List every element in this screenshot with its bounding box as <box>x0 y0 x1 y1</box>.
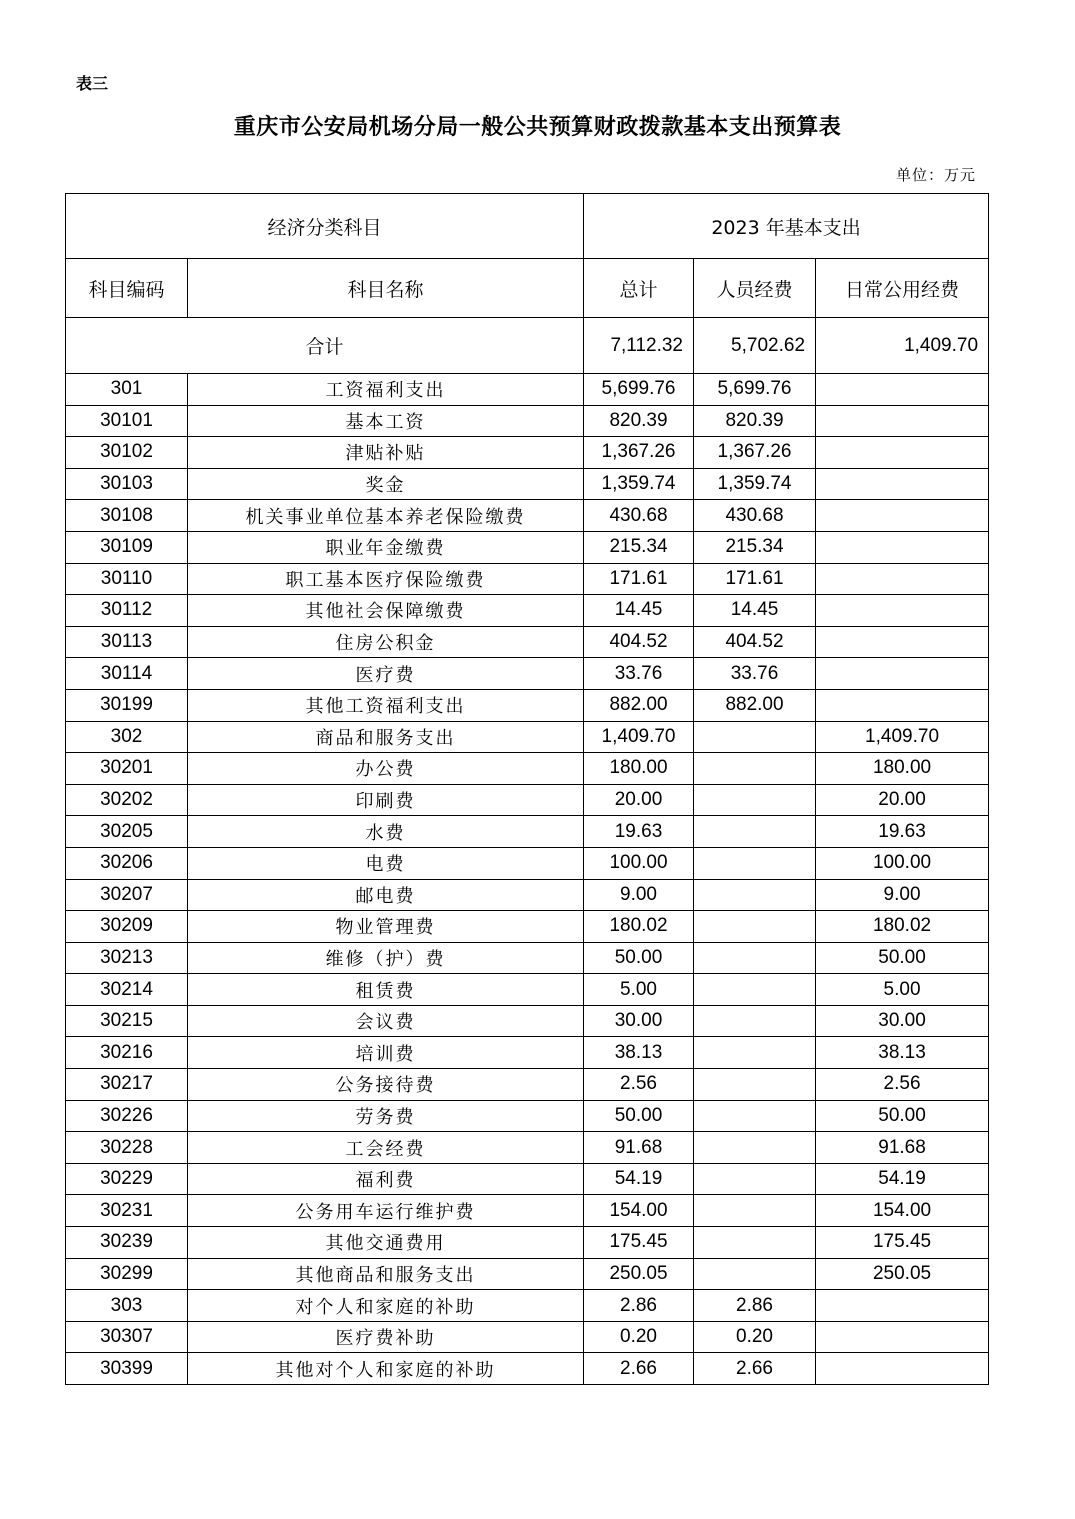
cell-total: 54.19 <box>584 1163 694 1195</box>
cell-name: 工资福利支出 <box>188 374 584 406</box>
cell-name: 劳务费 <box>188 1100 584 1132</box>
cell-total: 20.00 <box>584 784 694 816</box>
cell-name: 福利费 <box>188 1163 584 1195</box>
cell-name: 医疗费补助 <box>188 1321 584 1353</box>
cell-personnel <box>694 1132 816 1164</box>
cell-personnel: 820.39 <box>694 405 816 437</box>
cell-code: 30101 <box>66 405 188 437</box>
table-row <box>66 911 989 943</box>
cell-total: 882.00 <box>584 689 694 721</box>
cell-personnel <box>694 911 816 943</box>
total-value: 7,112.32 <box>584 318 694 374</box>
cell-total: 404.52 <box>584 626 694 658</box>
cell-public: 100.00 <box>816 847 989 879</box>
cell-name: 其他工资福利支出 <box>188 689 584 721</box>
cell-total: 5,699.76 <box>584 374 694 406</box>
table-row <box>66 1069 989 1101</box>
cell-name: 对个人和家庭的补助 <box>188 1290 584 1322</box>
total-row <box>66 318 989 374</box>
cell-code: 302 <box>66 721 188 753</box>
cell-personnel <box>694 1227 816 1259</box>
header-total: 总计 <box>584 259 694 318</box>
cell-name: 公务接待费 <box>188 1069 584 1101</box>
cell-total: 171.61 <box>584 563 694 595</box>
cell-code: 30399 <box>66 1353 188 1385</box>
cell-personnel <box>694 974 816 1006</box>
table-row <box>66 658 989 690</box>
cell-personnel: 2.86 <box>694 1290 816 1322</box>
cell-name: 邮电费 <box>188 879 584 911</box>
cell-personnel <box>694 1258 816 1290</box>
cell-personnel <box>694 942 816 974</box>
cell-total: 2.66 <box>584 1353 694 1385</box>
cell-public <box>816 1290 989 1322</box>
cell-public <box>816 531 989 563</box>
table-row <box>66 531 989 563</box>
cell-personnel: 1,359.74 <box>694 468 816 500</box>
cell-total: 91.68 <box>584 1132 694 1164</box>
cell-public <box>816 374 989 406</box>
table-row <box>66 437 989 469</box>
cell-name: 其他社会保障缴费 <box>188 595 584 627</box>
table-row <box>66 1005 989 1037</box>
cell-public <box>816 468 989 500</box>
cell-public: 30.00 <box>816 1005 989 1037</box>
cell-name: 医疗费 <box>188 658 584 690</box>
cell-name: 会议费 <box>188 1005 584 1037</box>
cell-public <box>816 1353 989 1385</box>
cell-total: 5.00 <box>584 974 694 1006</box>
cell-public <box>816 437 989 469</box>
cell-code: 30231 <box>66 1195 188 1227</box>
cell-code: 30209 <box>66 911 188 943</box>
cell-name: 其他交通费用 <box>188 1227 584 1259</box>
cell-code: 303 <box>66 1290 188 1322</box>
cell-public <box>816 1321 989 1353</box>
cell-name: 职工基本医疗保险缴费 <box>188 563 584 595</box>
cell-public: 180.00 <box>816 753 989 785</box>
header-personnel: 人员经费 <box>694 259 816 318</box>
cell-total: 1,359.74 <box>584 468 694 500</box>
cell-personnel <box>694 784 816 816</box>
cell-code: 30229 <box>66 1163 188 1195</box>
cell-personnel <box>694 816 816 848</box>
cell-public: 2.56 <box>816 1069 989 1101</box>
cell-personnel: 404.52 <box>694 626 816 658</box>
cell-total: 50.00 <box>584 942 694 974</box>
budget-table <box>65 193 989 1385</box>
cell-name: 基本工资 <box>188 405 584 437</box>
cell-name: 机关事业单位基本养老保险缴费 <box>188 500 584 532</box>
table-row <box>66 1227 989 1259</box>
cell-name: 培训费 <box>188 1037 584 1069</box>
cell-personnel: 430.68 <box>694 500 816 532</box>
cell-name: 印刷费 <box>188 784 584 816</box>
cell-code: 30112 <box>66 595 188 627</box>
cell-personnel <box>694 1005 816 1037</box>
cell-name: 其他商品和服务支出 <box>188 1258 584 1290</box>
cell-personnel <box>694 753 816 785</box>
table-row <box>66 1037 989 1069</box>
cell-code: 30113 <box>66 626 188 658</box>
cell-total: 50.00 <box>584 1100 694 1132</box>
cell-code: 30307 <box>66 1321 188 1353</box>
cell-personnel: 0.20 <box>694 1321 816 1353</box>
table-row <box>66 816 989 848</box>
page-title: 重庆市公安局机场分局一般公共预算财政拨款基本支出预算表 <box>233 114 842 140</box>
cell-personnel: 171.61 <box>694 563 816 595</box>
cell-code: 30102 <box>66 437 188 469</box>
cell-code: 30239 <box>66 1227 188 1259</box>
cell-code: 30109 <box>66 531 188 563</box>
header-year-group: 2023 年基本支出 <box>584 194 989 259</box>
cell-code: 30206 <box>66 847 188 879</box>
cell-total: 820.39 <box>584 405 694 437</box>
cell-code: 30228 <box>66 1132 188 1164</box>
cell-public: 54.19 <box>816 1163 989 1195</box>
cell-total: 250.05 <box>584 1258 694 1290</box>
cell-public: 9.00 <box>816 879 989 911</box>
cell-code: 30205 <box>66 816 188 848</box>
cell-name: 租赁费 <box>188 974 584 1006</box>
cell-code: 30216 <box>66 1037 188 1069</box>
table-row <box>66 879 989 911</box>
total-label: 合计 <box>66 318 584 374</box>
cell-total: 1,367.26 <box>584 437 694 469</box>
cell-name: 维修（护）费 <box>188 942 584 974</box>
cell-public: 50.00 <box>816 942 989 974</box>
cell-code: 30207 <box>66 879 188 911</box>
cell-personnel: 5,699.76 <box>694 374 816 406</box>
table-row <box>66 1163 989 1195</box>
table-label: 表三 <box>76 74 109 93</box>
cell-code: 30199 <box>66 689 188 721</box>
cell-name: 办公费 <box>188 753 584 785</box>
cell-total: 38.13 <box>584 1037 694 1069</box>
cell-total: 14.45 <box>584 595 694 627</box>
table-row <box>66 563 989 595</box>
header-econ-class: 经济分类科目 <box>66 194 584 259</box>
cell-public <box>816 595 989 627</box>
table-row <box>66 405 989 437</box>
header-public: 日常公用经费 <box>816 259 989 318</box>
cell-public: 175.45 <box>816 1227 989 1259</box>
cell-public: 50.00 <box>816 1100 989 1132</box>
header-name: 科目名称 <box>188 259 584 318</box>
cell-total: 9.00 <box>584 879 694 911</box>
total-public: 1,409.70 <box>816 318 989 374</box>
cell-name: 住房公积金 <box>188 626 584 658</box>
cell-public: 38.13 <box>816 1037 989 1069</box>
cell-name: 物业管理费 <box>188 911 584 943</box>
cell-total: 19.63 <box>584 816 694 848</box>
table-row <box>66 974 989 1006</box>
unit-note: 单位：万元 <box>895 166 976 184</box>
cell-code: 30110 <box>66 563 188 595</box>
cell-name: 水费 <box>188 816 584 848</box>
cell-personnel <box>694 1195 816 1227</box>
cell-name: 商品和服务支出 <box>188 721 584 753</box>
cell-public: 5.00 <box>816 974 989 1006</box>
table-row <box>66 1132 989 1164</box>
cell-code: 301 <box>66 374 188 406</box>
table-row <box>66 468 989 500</box>
cell-code: 30201 <box>66 753 188 785</box>
table-row <box>66 784 989 816</box>
cell-public: 20.00 <box>816 784 989 816</box>
cell-total: 154.00 <box>584 1195 694 1227</box>
table-row <box>66 942 989 974</box>
cell-name: 职业年金缴费 <box>188 531 584 563</box>
cell-code: 30103 <box>66 468 188 500</box>
table-row <box>66 374 989 406</box>
table-row <box>66 1290 989 1322</box>
cell-total: 0.20 <box>584 1321 694 1353</box>
table-row <box>66 1321 989 1353</box>
table-row <box>66 500 989 532</box>
cell-personnel: 1,367.26 <box>694 437 816 469</box>
cell-personnel: 882.00 <box>694 689 816 721</box>
cell-name: 工会经费 <box>188 1132 584 1164</box>
cell-code: 30217 <box>66 1069 188 1101</box>
cell-public <box>816 689 989 721</box>
cell-public <box>816 405 989 437</box>
cell-personnel: 14.45 <box>694 595 816 627</box>
cell-public: 19.63 <box>816 816 989 848</box>
cell-total: 2.86 <box>584 1290 694 1322</box>
cell-total: 100.00 <box>584 847 694 879</box>
cell-personnel <box>694 721 816 753</box>
cell-total: 30.00 <box>584 1005 694 1037</box>
cell-public: 154.00 <box>816 1195 989 1227</box>
cell-code: 30114 <box>66 658 188 690</box>
cell-name: 奖金 <box>188 468 584 500</box>
total-personnel: 5,702.62 <box>694 318 816 374</box>
table-row <box>66 1353 989 1385</box>
cell-personnel <box>694 879 816 911</box>
cell-public: 180.02 <box>816 911 989 943</box>
cell-personnel: 2.66 <box>694 1353 816 1385</box>
cell-code: 30202 <box>66 784 188 816</box>
cell-personnel: 33.76 <box>694 658 816 690</box>
cell-total: 1,409.70 <box>584 721 694 753</box>
table-row <box>66 1100 989 1132</box>
cell-name: 津贴补贴 <box>188 437 584 469</box>
table-row <box>66 626 989 658</box>
cell-name: 电费 <box>188 847 584 879</box>
cell-public: 1,409.70 <box>816 721 989 753</box>
cell-public <box>816 500 989 532</box>
cell-code: 30226 <box>66 1100 188 1132</box>
cell-public: 91.68 <box>816 1132 989 1164</box>
table-row <box>66 595 989 627</box>
cell-public <box>816 658 989 690</box>
table-row <box>66 753 989 785</box>
table-row <box>66 721 989 753</box>
header-row-group <box>66 194 989 259</box>
cell-public <box>816 563 989 595</box>
cell-total: 430.68 <box>584 500 694 532</box>
cell-code: 30299 <box>66 1258 188 1290</box>
cell-personnel <box>694 1100 816 1132</box>
cell-public: 250.05 <box>816 1258 989 1290</box>
cell-code: 30215 <box>66 1005 188 1037</box>
cell-total: 215.34 <box>584 531 694 563</box>
cell-personnel <box>694 847 816 879</box>
cell-public <box>816 626 989 658</box>
header-code: 科目编码 <box>66 259 188 318</box>
cell-code: 30213 <box>66 942 188 974</box>
cell-total: 180.02 <box>584 911 694 943</box>
cell-personnel: 215.34 <box>694 531 816 563</box>
cell-total: 180.00 <box>584 753 694 785</box>
cell-personnel <box>694 1037 816 1069</box>
table-row <box>66 847 989 879</box>
table-row <box>66 1258 989 1290</box>
cell-code: 30214 <box>66 974 188 1006</box>
cell-personnel <box>694 1069 816 1101</box>
header-row-columns <box>66 259 989 318</box>
cell-code: 30108 <box>66 500 188 532</box>
table-row <box>66 689 989 721</box>
cell-name: 其他对个人和家庭的补助 <box>188 1353 584 1385</box>
cell-total: 2.56 <box>584 1069 694 1101</box>
cell-personnel <box>694 1163 816 1195</box>
cell-total: 33.76 <box>584 658 694 690</box>
table-row <box>66 1195 989 1227</box>
cell-name: 公务用车运行维护费 <box>188 1195 584 1227</box>
cell-total: 175.45 <box>584 1227 694 1259</box>
